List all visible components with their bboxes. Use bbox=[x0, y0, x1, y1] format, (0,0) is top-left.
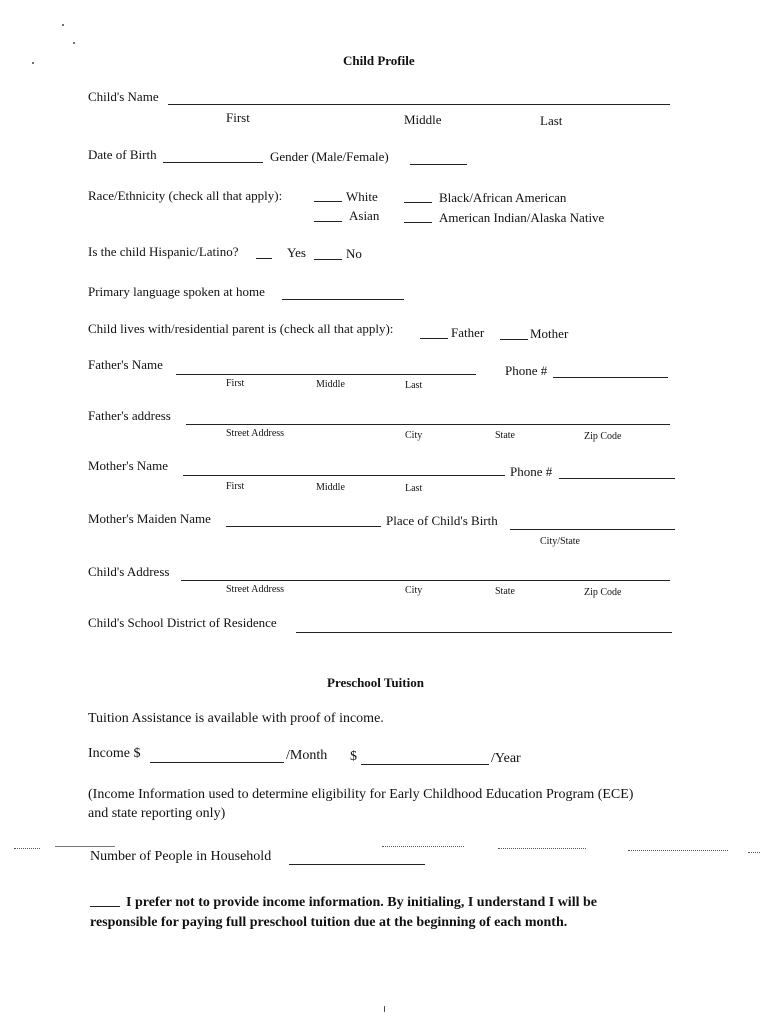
mother-first-caption: First bbox=[226, 481, 245, 492]
child-zip-caption: Zip Code bbox=[584, 587, 622, 598]
hispanic-yes-checkbox[interactable] bbox=[256, 258, 272, 259]
child-name-label: Child's Name bbox=[88, 89, 159, 104]
mother-phone-field[interactable] bbox=[559, 478, 675, 479]
child-state-caption: State bbox=[495, 586, 515, 597]
lives-with-father-label: Father bbox=[451, 325, 485, 340]
gender-label: Gender (Male/Female) bbox=[270, 149, 389, 164]
race-native-label: American Indian/Alaska Native bbox=[439, 210, 605, 225]
father-phone-field[interactable] bbox=[553, 377, 668, 378]
race-black-checkbox[interactable] bbox=[404, 202, 432, 203]
income-note-line1: (Income Information used to determine eligibility for Early Childhood Education Program (ECE) bbox=[88, 787, 634, 802]
district-label: Child's School District of Residence bbox=[88, 615, 277, 630]
maiden-name-label: Mother's Maiden Name bbox=[88, 511, 211, 526]
father-name-label: Father's Name bbox=[88, 357, 163, 372]
father-last-caption: Last bbox=[405, 380, 423, 391]
mother-last-caption: Last bbox=[405, 483, 423, 494]
income-dollar-label: $ bbox=[350, 749, 357, 764]
race-label: Race/Ethnicity (check all that apply): bbox=[88, 188, 283, 203]
father-zip-caption: Zip Code bbox=[584, 431, 622, 442]
child-address-label: Child's Address bbox=[88, 564, 170, 579]
race-asian-label: Asian bbox=[349, 208, 380, 223]
fold-mark bbox=[748, 852, 760, 853]
race-black-label: Black/African American bbox=[439, 190, 567, 205]
race-white-label: White bbox=[346, 189, 378, 204]
tuition-heading: Preschool Tuition bbox=[327, 675, 424, 690]
income-month-label: /Month bbox=[286, 748, 328, 763]
maiden-name-field[interactable] bbox=[226, 526, 381, 527]
father-address-field[interactable] bbox=[186, 424, 670, 425]
hispanic-question: Is the child Hispanic/Latino? bbox=[88, 244, 239, 259]
father-street-caption: Street Address bbox=[226, 428, 285, 439]
tuition-assist-text: Tuition Assistance is available with proof of income. bbox=[88, 711, 384, 726]
mother-middle-caption: Middle bbox=[316, 482, 345, 493]
income-year-field[interactable] bbox=[361, 764, 489, 765]
hispanic-no-checkbox[interactable] bbox=[314, 259, 342, 260]
income-note-line2: and state reporting only) bbox=[88, 806, 226, 821]
mother-name-field[interactable] bbox=[183, 475, 505, 476]
income-month-field[interactable] bbox=[150, 762, 284, 763]
scan-speck bbox=[32, 62, 34, 64]
race-asian-checkbox[interactable] bbox=[314, 221, 342, 222]
father-first-caption: First bbox=[226, 378, 245, 389]
scan-speck bbox=[73, 42, 75, 44]
lives-with-mother-checkbox[interactable] bbox=[500, 339, 528, 340]
child-name-middle-caption: Middle bbox=[404, 112, 442, 127]
dob-field[interactable] bbox=[163, 162, 263, 163]
race-native-checkbox[interactable] bbox=[404, 222, 432, 223]
fold-mark bbox=[382, 846, 464, 847]
lives-with-mother-label: Mother bbox=[530, 326, 569, 341]
fold-mark bbox=[55, 846, 115, 847]
father-middle-caption: Middle bbox=[316, 379, 345, 390]
father-address-label: Father's address bbox=[88, 408, 171, 423]
dob-label: Date of Birth bbox=[88, 147, 157, 162]
father-city-caption: City bbox=[405, 430, 423, 441]
child-name-first-caption: First bbox=[226, 110, 250, 125]
child-name-field[interactable] bbox=[168, 104, 670, 105]
household-label: Number of People in Household bbox=[90, 849, 272, 864]
father-phone-label: Phone # bbox=[505, 363, 548, 378]
fold-mark bbox=[628, 850, 728, 851]
scan-speck bbox=[384, 1006, 385, 1012]
opt-out-initial-field[interactable] bbox=[90, 906, 120, 907]
form-title: Child Profile bbox=[343, 53, 415, 68]
fold-mark bbox=[498, 848, 586, 849]
race-white-checkbox[interactable] bbox=[314, 201, 342, 202]
child-city-caption: City bbox=[405, 585, 423, 596]
child-name-last-caption: Last bbox=[540, 113, 563, 128]
opt-out-line2: responsible for paying full preschool tuition due at the beginning of each month. bbox=[90, 915, 568, 930]
income-year-label: /Year bbox=[491, 751, 521, 766]
district-field[interactable] bbox=[296, 632, 672, 633]
hispanic-no-label: No bbox=[346, 246, 362, 261]
birth-place-field[interactable] bbox=[510, 529, 675, 530]
fold-mark bbox=[14, 848, 40, 849]
birth-place-label: Place of Child's Birth bbox=[386, 513, 498, 528]
language-field[interactable] bbox=[282, 299, 404, 300]
city-state-caption: City/State bbox=[540, 536, 580, 547]
mother-name-label: Mother's Name bbox=[88, 458, 168, 473]
child-address-field[interactable] bbox=[181, 580, 670, 581]
scan-speck bbox=[62, 24, 64, 26]
lives-with-label: Child lives with/residential parent is (check all that apply): bbox=[88, 321, 394, 336]
gender-field[interactable] bbox=[410, 164, 467, 165]
language-label: Primary language spoken at home bbox=[88, 284, 265, 299]
father-name-field[interactable] bbox=[176, 374, 476, 375]
hispanic-yes-label: Yes bbox=[287, 245, 306, 260]
income-label: Income $ bbox=[88, 746, 141, 761]
mother-phone-label: Phone # bbox=[510, 464, 553, 479]
household-field[interactable] bbox=[289, 864, 425, 865]
child-street-caption: Street Address bbox=[226, 584, 285, 595]
lives-with-father-checkbox[interactable] bbox=[420, 338, 448, 339]
father-state-caption: State bbox=[495, 430, 515, 441]
opt-out-line1: I prefer not to provide income information. By initialing, I understand I will be bbox=[126, 895, 597, 910]
